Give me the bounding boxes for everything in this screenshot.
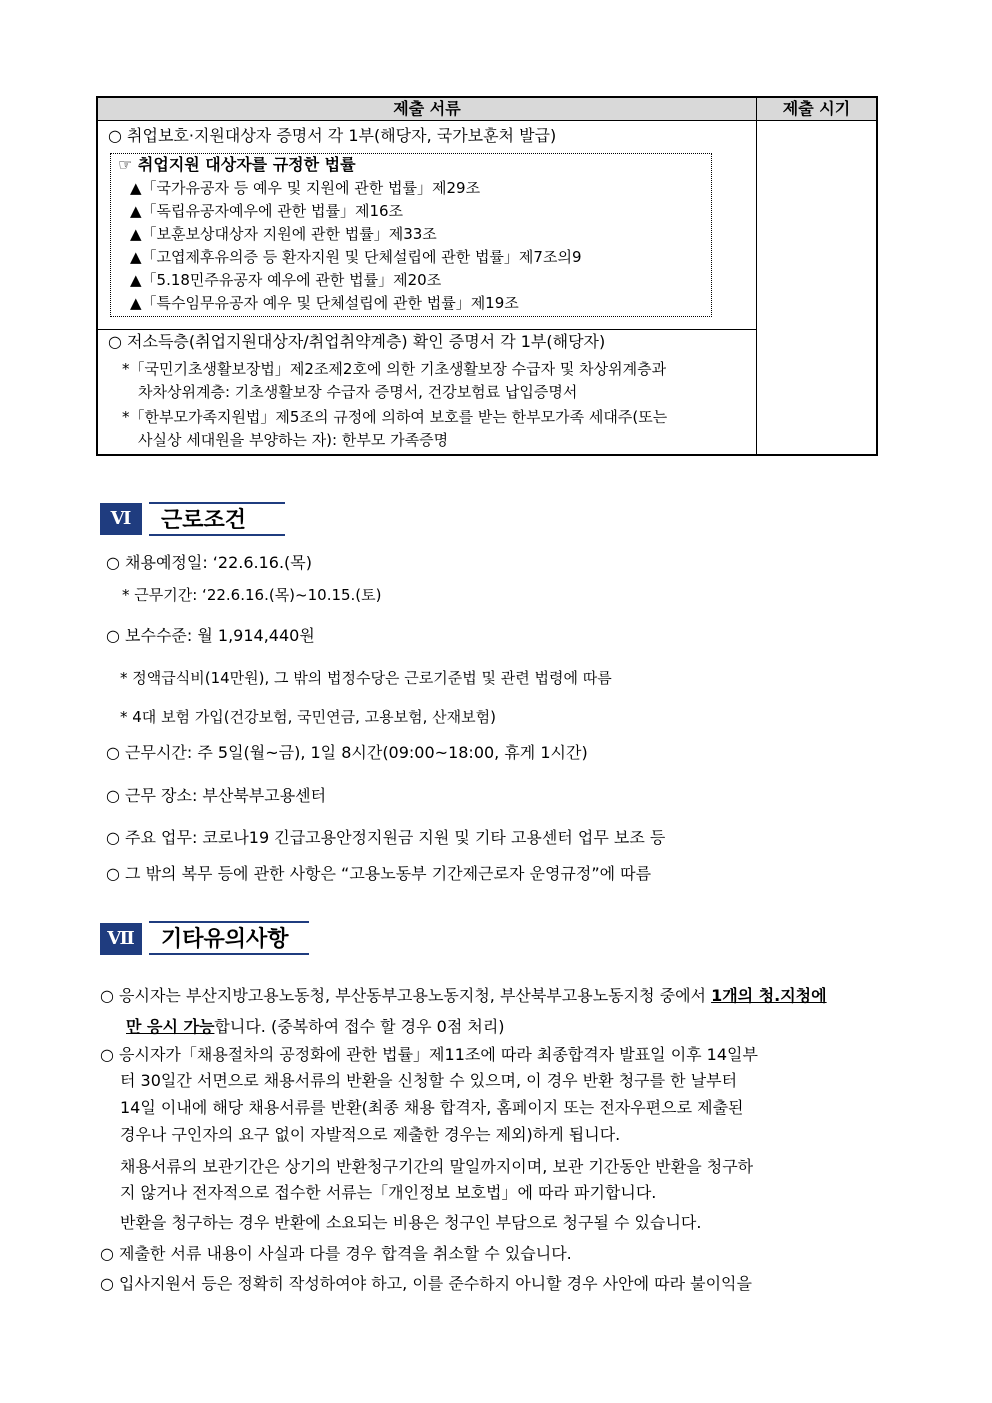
s7-p5: ○ 입사지원서 등은 정확히 작성하여야 하고, 이를 준수하지 아니할 경우 사안에 따라 불이익을 [100,1274,752,1293]
row2-note1-line2: 차차상위계층: 기초생활보장 수급자 증명서, 건강보험료 납입증명서 [138,383,578,401]
law-item: ▲「5.18민주유공자 예우에 관한 법률」제20조 [130,271,442,289]
s7-p1-emphasis: 1개의 청.지청에 [711,986,827,1005]
s7-p2-line: 14일 이내에 해당 채용서류를 반환(최종 채용 합격자, 홈페이지 또는 전자우편으로 제출된 [120,1098,744,1117]
s7-p1-emphasis2: 만 응시 가능 [126,1017,215,1036]
header-documents: 제출 서류 [393,99,461,118]
law-box-title: ☞ 취업지원 대상자를 규정한 법률 [118,155,356,174]
law-item: ▲「국가유공자 등 예우 및 지원에 관한 법률」제29조 [130,179,481,197]
s6-item: ○ 근무 장소: 부산북부고용센터 [106,786,327,805]
law-item: ▲「독립유공자예우에 관한 법률」제16조 [130,202,404,220]
s6-item: ○ 채용예정일: ‘22.6.16.(목) [106,553,312,572]
section6-title: 근로조건 [149,502,285,536]
law-item: ▲「보훈보상대상자 지원에 관한 법률」제33조 [130,225,437,243]
s6-item: ○ 주요 업무: 코로나19 긴급고용안정지원금 지원 및 기타 고용센터 업무 보조 등 [106,828,666,847]
s6-note: * 정액급식비(14만원), 그 밖의 법정수당은 근로기준법 및 관련 법령에 따름 [120,669,612,687]
row2-note2-line1: *「한부모가족지원법」제5조의 규정에 의하여 보호를 받는 한부모가족 세대주(또는 [122,408,668,426]
s7-p1-text: ○ 응시자는 부산지방고용노동청, 부산동부고용노동지청, 부산북부고용노동지청 중에서 [100,986,712,1005]
row-divider [98,329,756,330]
s7-paragraph1-cont [126,1014,505,1039]
section6-number: Ⅵ [100,503,142,535]
s7-p1-text2: 합니다. (중복하여 접수 할 경우 0점 처리) [214,1017,505,1036]
header-submission-time: 제출 시기 [782,99,851,118]
s6-item: ○ 그 밖의 복무 등에 관한 사항은 “고용노동부 기간제근로자 운영규정”에 따름 [106,864,652,883]
s7-p2-line: 터 30일간 서면으로 채용서류의 반환을 신청할 수 있으며, 이 경우 반환 청구를 한 날부터 [120,1071,738,1090]
row2-note1-line1: *「국민기초생활보장법」제2조제2호에 의한 기초생활보장 수급자 및 차상위계층과 [122,360,667,378]
s7-p2-line: 경우나 구인자의 요구 없이 자발적으로 제출한 경우는 제외)하게 됩니다. [120,1125,621,1144]
row1-main-text: ○ 취업보호·지원대상자 증명서 각 1부(해당자, 국가보훈처 발급) [108,126,557,145]
s6-note: * 4대 보험 가입(건강보험, 국민연금, 고용보험, 산재보험) [120,708,496,726]
law-item: ▲「고엽제후유의증 등 환자지원 및 단체설립에 관한 법률」제7조의9 [130,248,582,266]
s6-note: * 근무기간: ‘22.6.16.(목)~10.15.(토) [122,586,382,604]
column-divider [756,98,757,454]
row2-main-text: ○ 저소득층(취업지원대상자/취업취약계층) 확인 증명서 각 1부(해당자) [108,332,606,351]
law-item: ▲「특수임무유공자 예우 및 단체설립에 관한 법률」제19조 [130,294,519,312]
section7-number: Ⅶ [100,923,142,955]
s7-p3-line: 반환을 청구하는 경우 반환에 소요되는 비용은 청구인 부담으로 청구될 수 있습니다. [120,1213,702,1232]
row2-note2-line2: 사실상 세대원을 부양하는 자): 한부모 가족증명 [138,431,449,449]
s6-item: ○ 보수수준: 월 1,914,440원 [106,626,315,645]
section7-title: 기타유의사항 [149,921,309,955]
s6-item: ○ 근무시간: 주 5일(월~금), 1일 8시간(09:00~18:00, 휴게 1시간) [106,743,588,762]
s7-p3-line: 지 않거나 전자적으로 접수한 서류는「개인정보 보호법」에 따라 파기합니다. [120,1183,657,1202]
s7-paragraph1 [100,983,900,1008]
s7-p2-line: ○ 응시자가「채용절차의 공정화에 관한 법률」제11조에 따라 최종합격자 발표일 이후 14일부 [100,1045,758,1064]
s7-p4: ○ 제출한 서류 내용이 사실과 다를 경우 합격을 취소할 수 있습니다. [100,1244,572,1263]
s7-p3-line: 채용서류의 보관기간은 상기의 반환청구기간의 말일까지이며, 보관 기간동안 반환을 청구하 [120,1157,754,1176]
